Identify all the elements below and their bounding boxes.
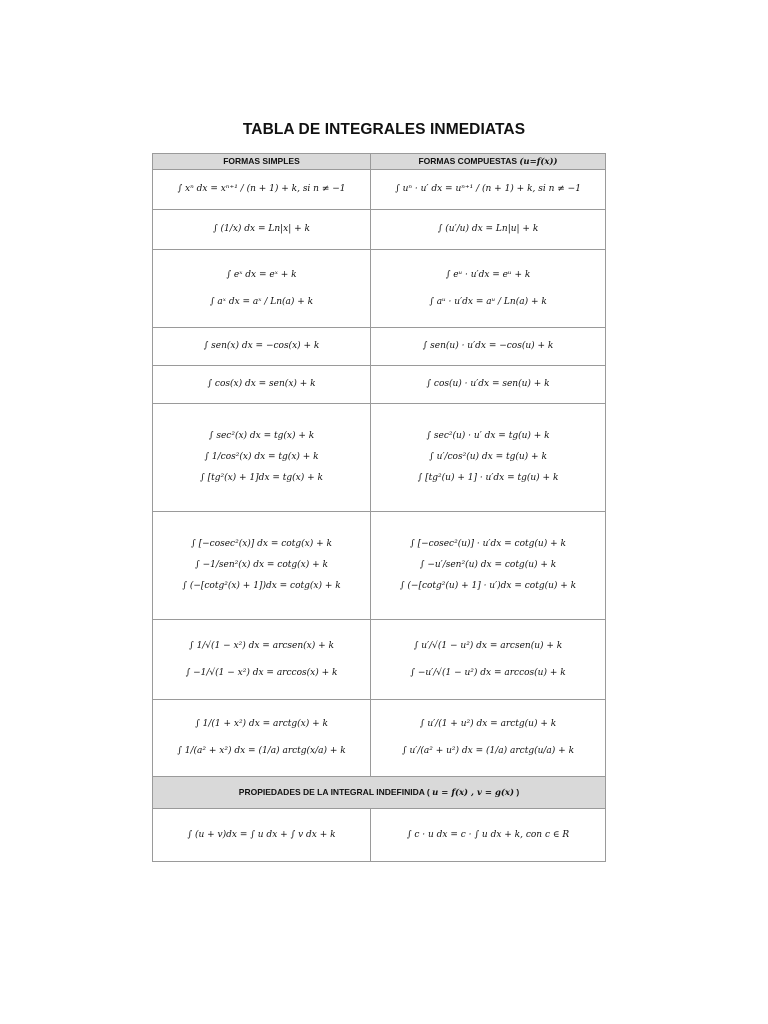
header-compound-variable: (u=f(x)): [519, 156, 558, 167]
table-header-row: [153, 154, 606, 170]
simple-form-cell: [153, 170, 371, 210]
formula: ∫ aˣ dx = aˣ / Ln(a) + k: [209, 296, 314, 307]
simple-form-cell: [153, 404, 371, 512]
formula: ∫ [−cosec²(u)] · u′dx = cotg(u) + k: [410, 539, 566, 549]
formula: ∫ −u′/√(1 − u²) dx = arccos(u) + k: [410, 667, 566, 678]
compound-form-cell: [371, 250, 606, 328]
formula: ∫ sec²(x) dx = tg(x) + k: [208, 431, 315, 441]
formula: ∫ cos(x) dx = sen(x) + k: [207, 379, 316, 389]
integrals-table: [152, 153, 606, 862]
table-row: [153, 620, 606, 700]
formula: ∫ xⁿ dx = xⁿ⁺¹ / (n + 1) + k, si n ≠ −1: [177, 184, 346, 194]
table-row: [153, 366, 606, 404]
property-sum: [153, 809, 371, 862]
compound-form-cell: [371, 700, 606, 777]
simple-form-cell: [153, 700, 371, 777]
table-row: [153, 170, 606, 210]
formula: ∫ 1/cos²(x) dx = tg(x) + k: [204, 452, 319, 462]
formula: ∫ sen(u) · u′dx = −cos(u) + k: [422, 341, 554, 351]
formula: ∫ (u + v)dx = ∫ u dx + ∫ v dx + k: [187, 829, 336, 840]
formula: ∫ sen(x) dx = −cos(x) + k: [203, 341, 320, 351]
formula: ∫ (1/x) dx = Ln|x| + k: [213, 224, 310, 234]
header-simple-forms: FORMAS SIMPLES: [153, 154, 371, 170]
table-row: [153, 210, 606, 250]
formula: ∫ [tg²(u) + 1] · u′dx = tg(u) + k: [417, 473, 559, 483]
header-compound-forms: [371, 154, 606, 170]
table-row: [153, 328, 606, 366]
compound-form-cell: [371, 210, 606, 250]
compound-form-cell: [371, 512, 606, 620]
formula: ∫ u′/cos²(u) dx = tg(u) + k: [429, 452, 547, 462]
formula: ∫ eˣ dx = eˣ + k: [226, 269, 297, 280]
properties-row: [153, 809, 606, 862]
formula: ∫ 1/√(1 − x²) dx = arcsen(x) + k: [189, 640, 334, 651]
formula: ∫ cos(u) · u′dx = sen(u) + k: [426, 379, 550, 389]
properties-title: [153, 777, 606, 809]
page-title: TABLA DE INTEGRALES INMEDIATAS: [242, 121, 526, 138]
simple-form-cell: [153, 328, 371, 366]
compound-form-cell: [371, 328, 606, 366]
properties-title-vars: u = f(x) , v = g(x): [432, 788, 514, 798]
formula: ∫ c · u dx = c · ∫ u dx + k, con c ∈ R: [406, 829, 570, 840]
table-row: [153, 700, 606, 777]
formula: ∫ [−cosec²(x)] dx = cotg(x) + k: [191, 539, 332, 549]
formula: ∫ sec²(u) · u′ dx = tg(u) + k: [426, 431, 550, 441]
formula: ∫ u′/(1 + u²) dx = arctg(u) + k: [419, 719, 557, 729]
table-row: [153, 404, 606, 512]
compound-form-cell: [371, 170, 606, 210]
formula: ∫ eᵘ · u′dx = eᵘ + k: [445, 269, 531, 280]
formula: ∫ (−[cotg²(x) + 1])dx = cotg(x) + k: [182, 581, 341, 591]
compound-form-cell: [371, 404, 606, 512]
formula: ∫ [tg²(x) + 1]dx = tg(x) + k: [200, 473, 323, 483]
formula-rows: [153, 170, 606, 777]
formula: ∫ (−[cotg²(u) + 1] · u′)dx = cotg(u) + k: [399, 581, 577, 591]
formula: ∫ −u′/sen²(u) dx = cotg(u) + k: [419, 560, 557, 570]
formula: ∫ aᵘ · u′dx = aᵘ / Ln(a) + k: [429, 296, 547, 307]
simple-form-cell: [153, 512, 371, 620]
compound-form-cell: [371, 366, 606, 404]
table-row: [153, 250, 606, 328]
simple-form-cell: [153, 620, 371, 700]
formula: ∫ (u′/u) dx = Ln|u| + k: [437, 224, 539, 234]
header-compound-label: FORMAS COMPUESTAS: [418, 155, 520, 166]
formula: ∫ 1/(1 + x²) dx = arctg(x) + k: [195, 719, 328, 729]
properties-title-close: ): [514, 787, 520, 797]
table-row: [153, 512, 606, 620]
formula: ∫ u′/(a² + u²) dx = (1/a) arctg(u/a) + k: [401, 746, 575, 756]
properties-title-text: PROPIEDADES DE LA INTEGRAL INDEFINIDA (: [238, 787, 433, 797]
formula: ∫ uⁿ · u′ dx = uⁿ⁺¹ / (n + 1) + k, si n ≠ −1: [395, 184, 581, 194]
simple-form-cell: [153, 250, 371, 328]
simple-form-cell: [153, 210, 371, 250]
formula: ∫ 1/(a² + x²) dx = (1/a) arctg(x/a) + k: [177, 746, 346, 756]
properties-header-row: [153, 777, 606, 809]
formula: ∫ −1/sen²(x) dx = cotg(x) + k: [195, 560, 328, 570]
property-constant: [371, 809, 606, 862]
compound-form-cell: [371, 620, 606, 700]
formula: ∫ −1/√(1 − x²) dx = arccos(x) + k: [185, 667, 338, 678]
formula: ∫ u′/√(1 − u²) dx = arcsen(u) + k: [413, 640, 563, 651]
simple-form-cell: [153, 366, 371, 404]
